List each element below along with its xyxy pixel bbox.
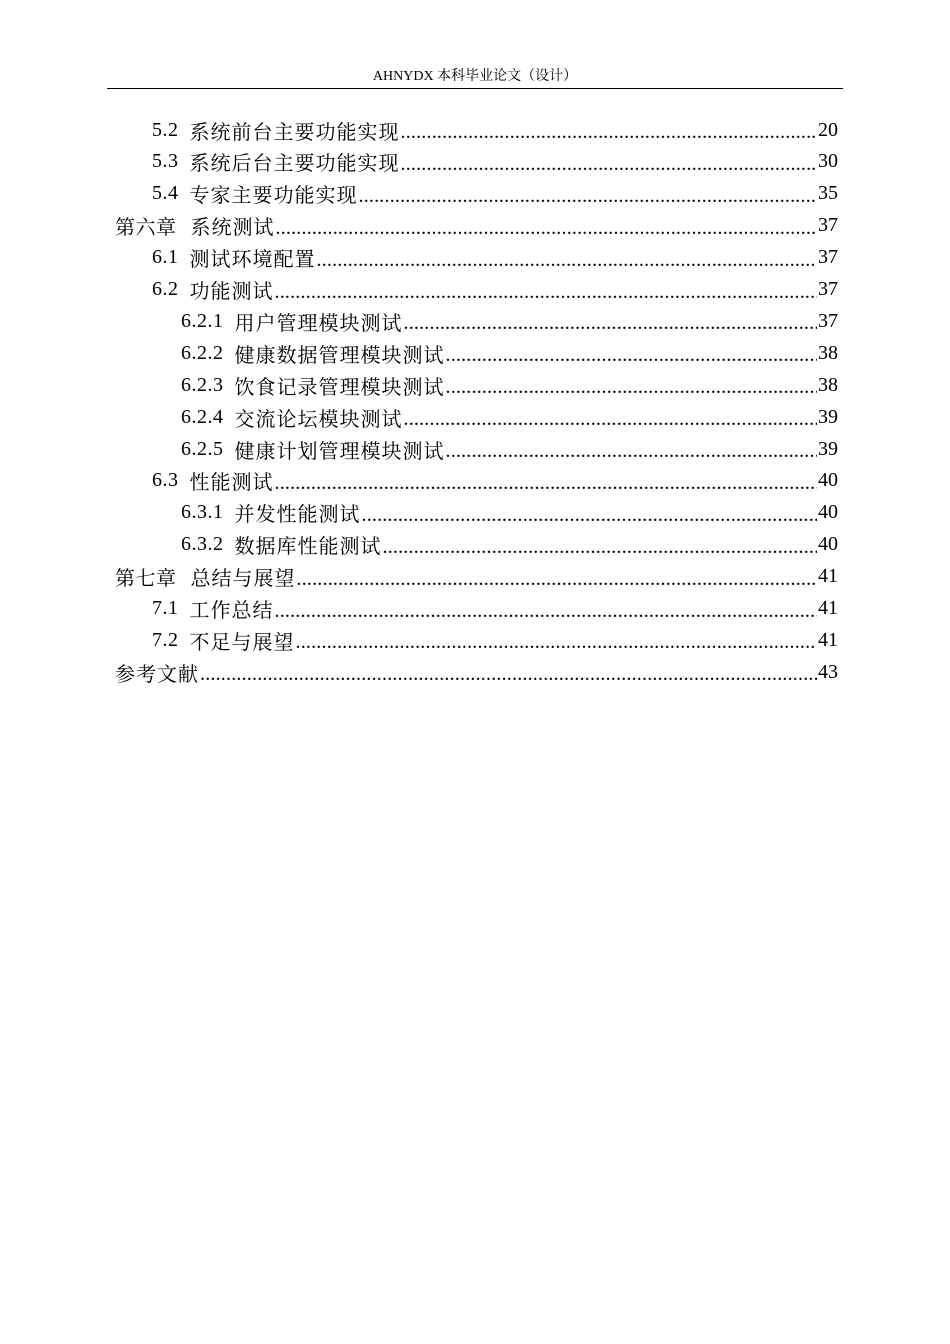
toc-entry[interactable] — [152, 593, 838, 625]
toc-entry-title: 并发性能测试 — [234, 504, 361, 527]
toc-entry-number: 6.2.1 — [181, 309, 224, 332]
toc-entry-title: 健康数据管理模块测试 — [234, 344, 445, 367]
toc-dot-leader — [383, 537, 818, 557]
toc-dot-leader — [401, 122, 818, 142]
page-header — [107, 66, 843, 89]
toc-entry-title: 不足与展望 — [189, 631, 295, 654]
toc-entry-page-number: 38 — [818, 373, 838, 396]
toc-entry-title: 饮食记录管理模块测试 — [234, 376, 445, 399]
toc-dot-leader — [296, 632, 818, 652]
toc-entry-page-number: 37 — [818, 214, 838, 237]
toc-entry[interactable] — [152, 274, 838, 306]
toc-entry-number: 第七章 — [115, 568, 177, 591]
toc-entry-number: 第六章 — [115, 217, 177, 240]
toc-entry[interactable] — [181, 529, 838, 561]
toc-dot-leader — [275, 601, 818, 621]
toc-entry[interactable] — [152, 624, 838, 656]
toc-entry[interactable] — [181, 305, 838, 337]
toc-entry[interactable] — [115, 656, 838, 688]
toc-dot-leader — [359, 186, 818, 206]
toc-entry-page-number: 38 — [818, 341, 838, 364]
toc-entry-page-number: 41 — [818, 565, 838, 588]
toc-entry-page-number: 40 — [818, 533, 838, 556]
toc-entry-title: 数据库性能测试 — [234, 536, 382, 559]
toc-entry[interactable] — [115, 561, 838, 593]
toc-entry[interactable] — [181, 433, 838, 465]
toc-dot-leader — [276, 218, 818, 238]
toc-entry-page-number: 30 — [818, 150, 838, 173]
toc-dot-leader — [362, 505, 818, 525]
toc-entry[interactable] — [181, 497, 838, 529]
toc-entry-number: 5.3 — [152, 150, 179, 173]
toc-dot-leader — [317, 250, 818, 270]
toc-entry-page-number: 37 — [818, 246, 838, 269]
toc-dot-leader — [404, 409, 818, 429]
toc-entry[interactable] — [152, 146, 838, 178]
toc-entry-number: 6.3.1 — [181, 501, 224, 524]
toc-entry-number: 7.1 — [152, 597, 179, 619]
toc-entry[interactable] — [152, 465, 838, 497]
toc-dot-leader — [404, 313, 818, 333]
toc-entry-page-number: 39 — [818, 405, 838, 428]
toc-entry-title: 交流论坛模块测试 — [234, 408, 403, 431]
toc-entry[interactable] — [181, 369, 838, 401]
toc-dot-leader — [401, 154, 818, 174]
toc-dot-leader — [446, 377, 818, 397]
toc-entry-title: 系统后台主要功能实现 — [189, 153, 400, 176]
toc-entry-title: 健康计划管理模块测试 — [234, 440, 445, 463]
toc-entry-page-number: 35 — [818, 182, 838, 205]
toc-dot-leader — [275, 473, 818, 493]
toc-entry[interactable] — [181, 401, 838, 433]
toc-entry-page-number: 40 — [818, 469, 838, 492]
toc-entry-title: 系统前台主要功能实现 — [189, 121, 400, 144]
toc-entry-number: 6.2 — [152, 278, 179, 300]
toc-entry-number: 5.4 — [152, 182, 179, 205]
toc-entry-page-number: 41 — [818, 597, 838, 619]
toc-entry-title: 系统测试 — [190, 217, 275, 240]
toc-entry-page-number: 40 — [818, 501, 838, 524]
toc-entry-number: 6.2.2 — [181, 341, 224, 364]
toc-entry-number: 6.2.5 — [181, 437, 224, 460]
toc-entry-page-number: 41 — [818, 628, 838, 651]
toc-entry-page-number: 37 — [818, 309, 838, 332]
toc-dot-leader — [200, 664, 817, 684]
toc-entry-number: 6.2.4 — [181, 405, 224, 428]
toc-entry-title: 功能测试 — [189, 281, 274, 303]
toc-entry-page-number: 37 — [818, 278, 838, 300]
toc-entry-page-number: 20 — [818, 118, 838, 141]
toc-entry-title: 专家主要功能实现 — [189, 185, 358, 208]
toc-entry[interactable] — [152, 114, 838, 146]
toc-dot-leader — [446, 345, 818, 365]
toc-entry-title: 总结与展望 — [190, 568, 296, 591]
toc-entry-title: 性能测试 — [189, 472, 274, 495]
toc-entry[interactable] — [152, 242, 838, 274]
header-title: AHNYDX 本科毕业论文（设计） — [372, 69, 578, 84]
toc-entry-title: 用户管理模块测试 — [234, 312, 403, 335]
toc-entry-number: 7.2 — [152, 628, 179, 651]
toc-entry-title: 工作总结 — [189, 600, 274, 622]
toc-entry[interactable] — [181, 337, 838, 369]
toc-entry-page-number: 39 — [818, 437, 838, 460]
toc-dot-leader — [297, 569, 818, 589]
toc-entry-number: 6.3.2 — [181, 533, 224, 556]
toc-entry-page-number: 43 — [818, 660, 838, 683]
toc-entry-number: 6.2.3 — [181, 373, 224, 396]
toc-entry[interactable] — [152, 178, 838, 210]
toc-entry-number: 5.2 — [152, 118, 179, 141]
toc-entry-number: 6.3 — [152, 469, 179, 492]
toc-entry-number: 6.1 — [152, 246, 179, 269]
toc-entry[interactable] — [115, 210, 838, 242]
toc-entry-title: 测试环境配置 — [189, 249, 316, 272]
toc-entry-title: 参考文献 — [115, 663, 199, 686]
toc-dot-leader — [275, 282, 818, 302]
toc-dot-leader — [446, 441, 818, 461]
